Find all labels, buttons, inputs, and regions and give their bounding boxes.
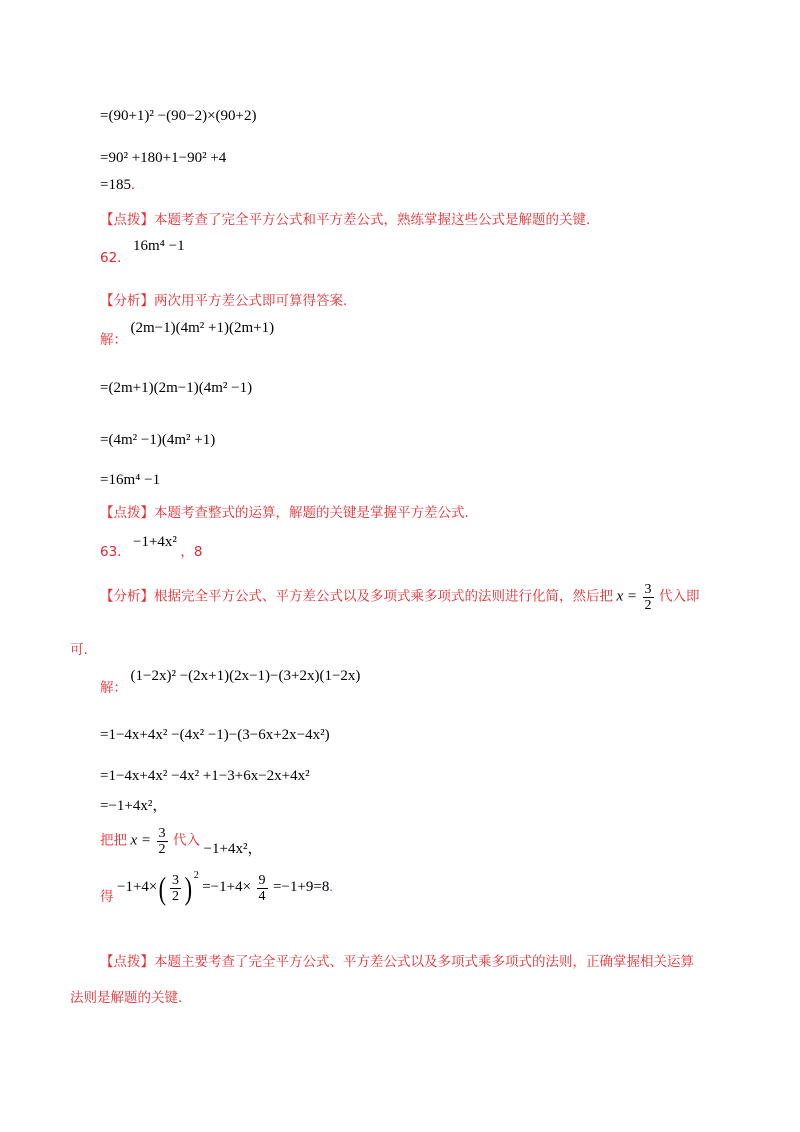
evaluation-part-1: −1+4×	[117, 879, 158, 896]
solution-62-start	[100, 318, 275, 348]
tip-note-63-continuation: 法则是解题的关键.	[70, 990, 183, 1006]
equation-line-1: =(90+1)² −(90−2)×(90+2)	[100, 108, 257, 124]
question-62-expression: 16m⁴ −1	[132, 238, 185, 254]
period: .	[130, 177, 135, 193]
solution-62-step-1: =(2m+1)(2m−1)(4m² −1)	[100, 380, 253, 396]
evaluation-part-3: =−1+9=8	[273, 879, 330, 896]
solution-63-step-3: =−1+4x²，	[100, 798, 168, 814]
analysis-63-continuation: 可.	[70, 642, 88, 658]
solution-63-step-1: =1−4x+4x² −(4x² −1)−(3−6x+2x−4x²)	[100, 727, 330, 743]
analysis-63-text-end: 代入即	[659, 588, 700, 605]
question-63-label: 63.	[100, 544, 122, 560]
solution-63-start	[100, 666, 361, 696]
question-63-expression: −1+4x²	[132, 534, 177, 550]
fraction-9-over-4: $\frac{9}{4}$	[258, 872, 266, 904]
equation-line-3	[100, 175, 135, 195]
substitution-expression: −1+4x²，	[203, 840, 263, 857]
evaluation-line: 得 −1+4×( $\frac{3}{2}$ ) $^2$ =−1+4× $\frac{9}{4}$ =−1+9=8.	[100, 869, 333, 906]
equation-line-2: =90² +180+1−90² +4	[100, 150, 227, 166]
solution-62-expression: (2m−1)(4m² +1)(2m+1)	[130, 320, 275, 336]
fraction-3-over-2: $\frac{3}{2}$	[158, 826, 166, 857]
result-185: =185	[100, 177, 131, 193]
question-62-answer	[100, 236, 185, 266]
tip-note-61: 【点拨】本题考查了完全平方公式和平方差公式，熟练掌握这些公式是解题的关键.	[100, 212, 591, 228]
substitution-line	[100, 826, 262, 857]
solution-label: 解：	[100, 332, 127, 348]
substitution-label: 把把	[100, 832, 127, 849]
tip-note-63: 【点拨】本题主要考查了完全平方公式、平方差公式以及多项式乘多项式的法则，正确掌握相关运算	[100, 954, 694, 970]
question-63-answer	[100, 532, 203, 560]
x-equals: x =	[616, 588, 638, 605]
solution-label: 解：	[100, 680, 127, 696]
analysis-62: 【分析】两次用平方差公式即可算得答案.	[100, 293, 348, 309]
solution-62-step-3: =16m⁴ −1	[100, 472, 161, 488]
analysis-63-text: 【分析】根据完全平方公式、平方差公式以及多项式乘多项式的法则进行化简，然后把	[100, 588, 613, 605]
period: .	[329, 880, 333, 896]
solution-62-step-2: =(4m² −1)(4m² +1)	[100, 432, 216, 448]
evaluation-label: 得	[100, 889, 114, 906]
fraction-3-over-2: $\frac{3}{2}$	[644, 582, 652, 613]
question-63-value: ，8	[180, 544, 203, 560]
square-exponent: 2	[193, 869, 199, 881]
fraction-3-over-2: $\frac{3}{2}$	[172, 872, 180, 904]
solution-63-expression: (1−2x)² −(2x+1)(2x−1)−(3+2x)(1−2x)	[130, 668, 361, 684]
solution-63-step-2: =1−4x+4x² −4x² +1−3+6x−2x+4x²	[100, 768, 310, 784]
tip-note-62: 【点拨】本题考查整式的运算，解题的关键是掌握平方差公式.	[100, 505, 469, 521]
x-equals: x =	[130, 832, 152, 849]
question-62-label: 62.	[100, 250, 122, 266]
analysis-63	[100, 582, 700, 613]
substitution-into: 代入	[173, 832, 201, 849]
evaluation-part-2: =−1+4×	[202, 879, 252, 896]
